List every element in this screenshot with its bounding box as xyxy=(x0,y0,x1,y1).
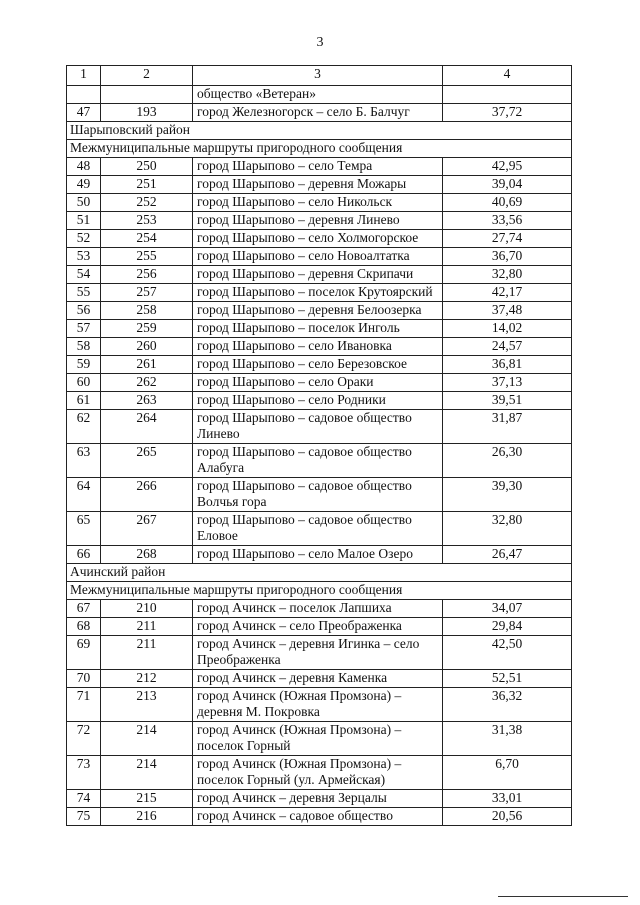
row-number: 56 xyxy=(67,302,101,320)
route-name: город Шарыпово – село Ивановка xyxy=(193,338,443,356)
row-number: 54 xyxy=(67,266,101,284)
route-distance: 32,80 xyxy=(443,512,572,546)
route-distance: 24,57 xyxy=(443,338,572,356)
table-row xyxy=(67,374,572,392)
route-distance: 26,47 xyxy=(443,546,572,564)
route-name: город Ачинск (Южная Промзона) – деревня М. Покровка xyxy=(193,688,443,722)
section-title: Межмуниципальные маршруты пригородного сообщения xyxy=(67,582,572,600)
route-number: 264 xyxy=(101,410,193,444)
header-cell-3: 3 xyxy=(193,66,443,86)
route-distance: 36,81 xyxy=(443,356,572,374)
row-number: 53 xyxy=(67,248,101,266)
section-row xyxy=(67,582,572,600)
route-name: город Шарыпово – село Холмогорское xyxy=(193,230,443,248)
header-cell-4: 4 xyxy=(443,66,572,86)
route-name: город Шарыпово – село Новоалтатка xyxy=(193,248,443,266)
route-distance: 37,72 xyxy=(443,104,572,122)
table-row xyxy=(67,808,572,826)
route-distance: 14,02 xyxy=(443,320,572,338)
route-name: город Шарыпово – село Малое Озеро xyxy=(193,546,443,564)
route-number: 262 xyxy=(101,374,193,392)
routes-table xyxy=(66,65,572,826)
route-name: город Шарыпово – село Темра xyxy=(193,158,443,176)
row-number: 58 xyxy=(67,338,101,356)
row-number: 59 xyxy=(67,356,101,374)
route-distance: 42,95 xyxy=(443,158,572,176)
route-name: город Шарыпово – садовое общество Линево xyxy=(193,410,443,444)
route-name: город Ачинск – село Преображенка xyxy=(193,618,443,636)
table-row xyxy=(67,392,572,410)
route-name: город Железногорск – село Б. Балчуг xyxy=(193,104,443,122)
route-number: 258 xyxy=(101,302,193,320)
route-distance: 39,04 xyxy=(443,176,572,194)
route-distance: 32,80 xyxy=(443,266,572,284)
row-number: 51 xyxy=(67,212,101,230)
table-row xyxy=(67,670,572,688)
route-name: город Шарыпово – садовое общество Волчья гора xyxy=(193,478,443,512)
table-header-row xyxy=(67,66,572,86)
header-cell-2: 2 xyxy=(101,66,193,86)
route-distance: 52,51 xyxy=(443,670,572,688)
route-name: город Ачинск (Южная Промзона) – поселок Горный (ул. Армейская) xyxy=(193,756,443,790)
table-row xyxy=(67,266,572,284)
routes-table-body xyxy=(67,66,572,826)
section-title: Ачинский район xyxy=(67,564,572,582)
route-name: город Ачинск – садовое общество xyxy=(193,808,443,826)
section-title: Межмуниципальные маршруты пригородного сообщения xyxy=(67,140,572,158)
route-number: 193 xyxy=(101,104,193,122)
footer-rule xyxy=(498,896,628,897)
table-row xyxy=(67,302,572,320)
row-number xyxy=(67,86,101,104)
route-distance: 27,74 xyxy=(443,230,572,248)
row-number: 61 xyxy=(67,392,101,410)
table-row xyxy=(67,722,572,756)
route-number: 214 xyxy=(101,722,193,756)
table-row xyxy=(67,248,572,266)
table-row xyxy=(67,356,572,374)
route-name: город Шарыпово – деревня Можары xyxy=(193,176,443,194)
route-distance: 37,48 xyxy=(443,302,572,320)
row-number: 60 xyxy=(67,374,101,392)
table-row xyxy=(67,86,572,104)
route-name: город Шарыпово – деревня Белоозерка xyxy=(193,302,443,320)
route-distance: 31,87 xyxy=(443,410,572,444)
row-number: 49 xyxy=(67,176,101,194)
row-number: 52 xyxy=(67,230,101,248)
section-title: Шарыповский район xyxy=(67,122,572,140)
table-row xyxy=(67,618,572,636)
table-row xyxy=(67,444,572,478)
table-row xyxy=(67,512,572,546)
route-distance: 6,70 xyxy=(443,756,572,790)
route-number: 267 xyxy=(101,512,193,546)
table-row xyxy=(67,212,572,230)
table-row xyxy=(67,790,572,808)
section-row xyxy=(67,140,572,158)
route-distance: 31,38 xyxy=(443,722,572,756)
route-name: город Шарыпово – село Родники xyxy=(193,392,443,410)
row-number: 66 xyxy=(67,546,101,564)
route-name: город Шарыпово – село Никольск xyxy=(193,194,443,212)
table-row xyxy=(67,320,572,338)
route-name: город Ачинск – деревня Зерцалы xyxy=(193,790,443,808)
route-number: 266 xyxy=(101,478,193,512)
route-name: город Ачинск – деревня Игинка – село Преображенка xyxy=(193,636,443,670)
table-row xyxy=(67,176,572,194)
route-name: город Шарыпово – село Ораки xyxy=(193,374,443,392)
route-name: город Ачинск (Южная Промзона) – поселок Горный xyxy=(193,722,443,756)
row-number: 55 xyxy=(67,284,101,302)
row-number: 48 xyxy=(67,158,101,176)
route-distance: 36,70 xyxy=(443,248,572,266)
route-distance: 34,07 xyxy=(443,600,572,618)
route-distance: 39,30 xyxy=(443,478,572,512)
route-number: 210 xyxy=(101,600,193,618)
header-cell-1: 1 xyxy=(67,66,101,86)
route-distance: 37,13 xyxy=(443,374,572,392)
route-distance: 33,56 xyxy=(443,212,572,230)
route-distance: 36,32 xyxy=(443,688,572,722)
row-number: 70 xyxy=(67,670,101,688)
table-row xyxy=(67,338,572,356)
route-name: город Шарыпово – садовое общество Еловое xyxy=(193,512,443,546)
route-number: 254 xyxy=(101,230,193,248)
section-row xyxy=(67,564,572,582)
route-number: 250 xyxy=(101,158,193,176)
page-number: 3 xyxy=(316,35,324,50)
row-number: 57 xyxy=(67,320,101,338)
route-name: город Ачинск – поселок Лапшиха xyxy=(193,600,443,618)
row-number: 50 xyxy=(67,194,101,212)
table-row xyxy=(67,284,572,302)
table-row xyxy=(67,230,572,248)
table-row xyxy=(67,546,572,564)
route-distance: 42,17 xyxy=(443,284,572,302)
route-number: 260 xyxy=(101,338,193,356)
route-number: 211 xyxy=(101,636,193,670)
route-number xyxy=(101,86,193,104)
route-name: город Шарыпово – садовое общество Алабуга xyxy=(193,444,443,478)
table-row xyxy=(67,194,572,212)
row-number: 67 xyxy=(67,600,101,618)
route-number: 255 xyxy=(101,248,193,266)
table-row xyxy=(67,158,572,176)
row-number: 65 xyxy=(67,512,101,546)
row-number: 71 xyxy=(67,688,101,722)
route-name: город Шарыпово – деревня Линево xyxy=(193,212,443,230)
route-distance: 33,01 xyxy=(443,790,572,808)
route-number: 215 xyxy=(101,790,193,808)
table-row xyxy=(67,410,572,444)
route-distance xyxy=(443,86,572,104)
route-number: 252 xyxy=(101,194,193,212)
route-name: город Шарыпово – поселок Инголь xyxy=(193,320,443,338)
row-number: 75 xyxy=(67,808,101,826)
route-name: город Шарыпово – поселок Крутоярский xyxy=(193,284,443,302)
route-distance: 26,30 xyxy=(443,444,572,478)
table-row xyxy=(67,600,572,618)
row-number: 68 xyxy=(67,618,101,636)
table-row xyxy=(67,478,572,512)
route-number: 212 xyxy=(101,670,193,688)
route-number: 259 xyxy=(101,320,193,338)
route-number: 253 xyxy=(101,212,193,230)
row-number: 64 xyxy=(67,478,101,512)
row-number: 63 xyxy=(67,444,101,478)
route-name: город Ачинск – деревня Каменка xyxy=(193,670,443,688)
route-number: 216 xyxy=(101,808,193,826)
row-number: 73 xyxy=(67,756,101,790)
route-number: 261 xyxy=(101,356,193,374)
route-number: 251 xyxy=(101,176,193,194)
row-number: 47 xyxy=(67,104,101,122)
route-number: 256 xyxy=(101,266,193,284)
section-row xyxy=(67,122,572,140)
route-number: 265 xyxy=(101,444,193,478)
route-name: город Шарыпово – село Березовское xyxy=(193,356,443,374)
route-number: 263 xyxy=(101,392,193,410)
route-number: 214 xyxy=(101,756,193,790)
row-number: 62 xyxy=(67,410,101,444)
route-distance: 42,50 xyxy=(443,636,572,670)
route-number: 268 xyxy=(101,546,193,564)
route-distance: 29,84 xyxy=(443,618,572,636)
route-name: общество «Ветеран» xyxy=(193,86,443,104)
route-name: город Шарыпово – деревня Скрипачи xyxy=(193,266,443,284)
row-number: 72 xyxy=(67,722,101,756)
table-row xyxy=(67,756,572,790)
table-row xyxy=(67,636,572,670)
route-number: 211 xyxy=(101,618,193,636)
table-row xyxy=(67,688,572,722)
route-number: 213 xyxy=(101,688,193,722)
row-number: 69 xyxy=(67,636,101,670)
route-distance: 39,51 xyxy=(443,392,572,410)
table-row xyxy=(67,104,572,122)
route-number: 257 xyxy=(101,284,193,302)
route-distance: 20,56 xyxy=(443,808,572,826)
row-number: 74 xyxy=(67,790,101,808)
route-distance: 40,69 xyxy=(443,194,572,212)
